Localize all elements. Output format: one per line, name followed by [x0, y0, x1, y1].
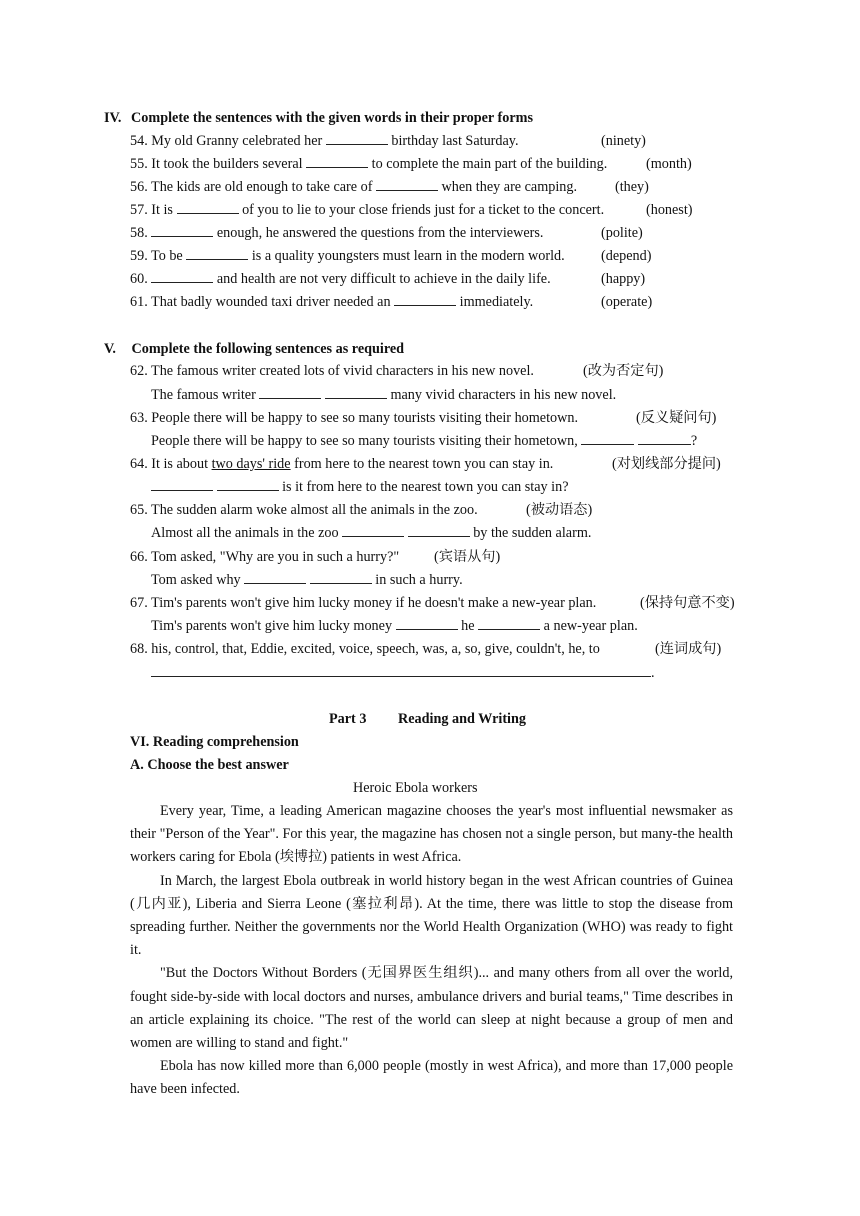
q60-text-a: 60.	[130, 271, 152, 287]
subsection-a-heading: A. Choose the best answer	[130, 757, 289, 773]
passage-body	[130, 800, 733, 1102]
q67-answer-b: a new-year plan.	[540, 618, 638, 634]
question-56	[130, 178, 577, 196]
q60-blank[interactable]	[151, 270, 213, 283]
q60-hint: (happy)	[601, 271, 646, 287]
passage-paragraph: "But the Doctors Without Borders (无国界医生组织)... and many others from all over the world, fought side-by-side with local doctors and nurses, ambulance drivers and burial teams," Time describes in an article explaining its choice. "The rest of the world can sleep at night because a group of men and women are willing to stand and fight."	[130, 965, 733, 1052]
part3-label: Part 3	[329, 711, 367, 727]
q65-answer-b: by the sudden alarm.	[469, 525, 592, 541]
q62-answer-a: The famous writer	[151, 387, 260, 403]
q66-blank-2[interactable]	[310, 571, 372, 584]
q57-hint: (honest)	[646, 202, 693, 218]
q54-text-a: 54. My old Granny celebrated her	[130, 133, 326, 149]
q67-answer-line	[151, 617, 638, 635]
q64-text-b: from here to the nearest town you can stay in.	[290, 456, 554, 472]
q68-answer-line	[151, 664, 655, 682]
q61-hint: (operate)	[601, 294, 653, 310]
q56-blank[interactable]	[376, 178, 438, 191]
question-63: 63. People there will be happy to see so many tourists visiting their hometown.	[130, 410, 579, 426]
q65-answer-line	[151, 524, 591, 542]
q55-text-a: 55. It took the builders several	[130, 156, 307, 172]
passage-paragraph: Every year, Time, a leading American magazine chooses the year's most influential newsmaker as their "Person of the Year". For this year, the magazine has chosen not a single person, but many-the health workers caring for Ebola (埃博拉) patients in west Africa.	[130, 803, 733, 866]
q62-answer-b: many vivid characters in his new novel.	[386, 387, 617, 403]
q61-text-a: 61. That badly wounded taxi driver needed an	[130, 294, 395, 310]
section-vi-heading: VI. Reading comprehension	[130, 734, 299, 750]
part3-title: Reading and Writing	[397, 711, 526, 727]
q65-blank-1[interactable]	[342, 524, 404, 537]
q55-blank[interactable]	[306, 155, 368, 168]
question-68: 68. his, control, that, Eddie, excited, voice, speech, was, a, so, give, couldn't, he, to	[130, 641, 600, 657]
question-57	[130, 201, 604, 219]
q59-text-a: 59. To be	[130, 248, 187, 264]
section-v-heading	[104, 340, 404, 358]
q58-blank[interactable]	[151, 224, 213, 237]
q63-answer-b: ?	[690, 433, 698, 449]
q54-blank[interactable]	[326, 132, 388, 145]
section-v-number: V.	[104, 341, 116, 357]
question-64	[130, 455, 553, 473]
q66-answer-line	[151, 571, 463, 589]
q64-answer-line	[151, 478, 569, 496]
q65-blank-2[interactable]	[408, 524, 470, 537]
question-61	[130, 293, 533, 311]
q57-text-b: of you to lie to your close friends just for a ticket to the concert.	[238, 202, 605, 218]
question-58	[130, 224, 543, 242]
q67-hint: (保持句意不变)	[640, 595, 735, 611]
q54-text-b: birthday last Saturday.	[387, 133, 519, 149]
q59-text-b: is a quality youngsters must learn in the modern world.	[248, 248, 565, 264]
q58-text-a: 58.	[130, 225, 152, 241]
question-66: 66. Tom asked, "Why are you in such a hurry?"	[130, 549, 400, 565]
question-59	[130, 247, 565, 265]
q57-text-a: 57. It is	[130, 202, 177, 218]
q63-blank-2[interactable]	[638, 432, 691, 445]
q63-answer-a: People there will be happy to see so many tourists visiting their hometown,	[151, 433, 582, 449]
q67-blank-1[interactable]	[396, 617, 458, 630]
q59-hint: (depend)	[601, 248, 652, 264]
q62-hint: (改为否定句)	[583, 363, 664, 379]
q59-blank[interactable]	[186, 247, 248, 260]
q67-answer-a: Tim's parents won't give him lucky money	[151, 618, 396, 634]
q63-blank-1[interactable]	[581, 432, 634, 445]
q68-answer-blank[interactable]	[151, 664, 651, 677]
q56-hint: (they)	[615, 179, 649, 195]
q68-answer-end: .	[651, 665, 655, 681]
q62-answer-line	[151, 386, 616, 404]
q58-text-b: enough, he answered the questions from the interviewers.	[213, 225, 544, 241]
q64-underlined-part: two days' ride	[211, 456, 291, 472]
q67-blank-2[interactable]	[478, 617, 540, 630]
q62-blank-1[interactable]	[259, 386, 321, 399]
question-60	[130, 270, 551, 288]
q56-text-a: 56. The kids are old enough to take care of	[130, 179, 376, 195]
q63-answer-line	[151, 432, 697, 450]
q55-text-b: to complete the main part of the building.	[368, 156, 608, 172]
q64-blank-2[interactable]	[217, 478, 279, 491]
q66-answer-b: in such a hurry.	[371, 572, 463, 588]
q56-text-b: when they are camping.	[437, 179, 578, 195]
section-iv-number: IV.	[104, 110, 122, 126]
q64-blank-1[interactable]	[151, 478, 213, 491]
q54-hint: (ninety)	[601, 133, 646, 149]
passage-paragraph: In March, the largest Ebola outbreak in world history began in the west African countries of Guinea (几内亚), Liberia and Sierra Leone (塞拉利昂). At the time, there was little to stop the disease from spreading further. Neither the governments nor the World Health Organization (WHO) was ready to fight it.	[130, 872, 733, 959]
q68-hint: (连词成句)	[655, 641, 722, 657]
q64-answer-b: is it from here to the nearest town you can stay in?	[278, 479, 569, 495]
q57-blank[interactable]	[177, 201, 239, 214]
q61-blank[interactable]	[394, 293, 456, 306]
passage-paragraph: Ebola has now killed more than 6,000 people (mostly in west Africa), and more than 17,000 people have been infected.	[130, 1058, 733, 1098]
q67-answer-mid: he	[457, 618, 479, 634]
question-65: 65. The sudden alarm woke almost all the animals in the zoo.	[130, 502, 478, 518]
part3-heading	[329, 710, 526, 728]
q63-hint: (反义疑问句)	[636, 410, 717, 426]
q64-text-a: 64. It is about	[130, 456, 212, 472]
q58-hint: (polite)	[601, 225, 643, 241]
q66-blank-1[interactable]	[244, 571, 306, 584]
question-55	[130, 155, 607, 173]
q66-hint: (宾语从句)	[434, 549, 501, 565]
passage-title: Heroic Ebola workers	[353, 780, 478, 796]
q62-blank-2[interactable]	[325, 386, 387, 399]
q61-text-b: immediately.	[456, 294, 534, 310]
section-v-title: Complete the following sentences as required	[131, 341, 405, 357]
question-67: 67. Tim's parents won't give him lucky money if he doesn't make a new-year plan.	[130, 595, 597, 611]
q65-answer-a: Almost all the animals in the zoo	[151, 525, 343, 541]
section-iv-heading	[104, 109, 533, 127]
q65-hint: (被动语态)	[526, 502, 593, 518]
section-iv-title: Complete the sentences with the given words in their proper forms	[131, 110, 533, 126]
q64-hint: (对划线部分提问)	[612, 456, 721, 472]
q60-text-b: and health are not very difficult to achieve in the daily life.	[213, 271, 551, 287]
question-54	[130, 132, 519, 150]
q66-answer-a: Tom asked why	[151, 572, 245, 588]
q55-hint: (month)	[646, 156, 692, 172]
question-62: 62. The famous writer created lots of vivid characters in his new novel.	[130, 363, 534, 379]
